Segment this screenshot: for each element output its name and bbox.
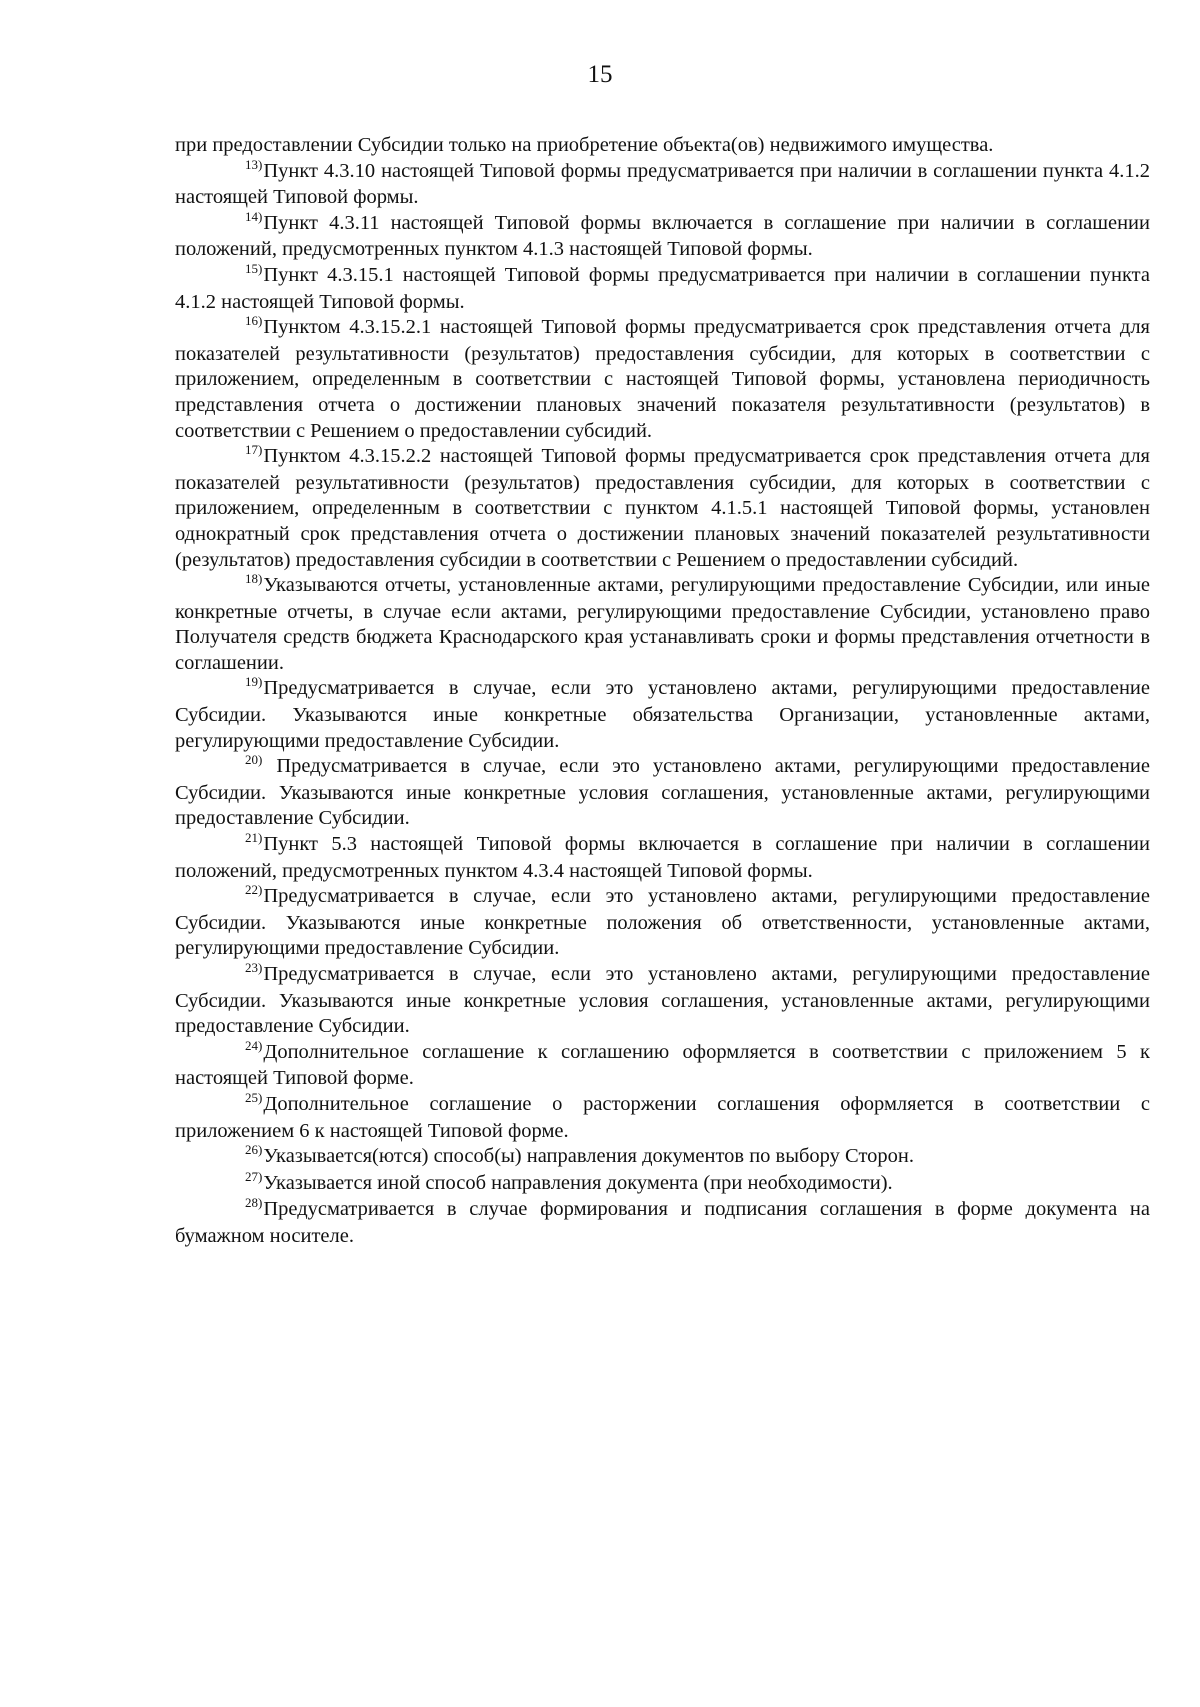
footnote-mark: 21) bbox=[245, 830, 263, 846]
footnote-24 bbox=[175, 1037, 1150, 1092]
footnote-15 bbox=[175, 260, 1150, 315]
footnote-text: Предусматривается в случае, если это установлено актами, регулирующими предоставление Субсидии. Указываются иные конкретные обязательства Организации, установленные актами, регулирующими предоставление Субсидии. bbox=[175, 677, 1150, 752]
footnote-mark: 13) bbox=[245, 156, 263, 172]
lead-paragraph: при предоставлении Субсидии только на приобретение объекта(ов) недвижимого имущества. bbox=[175, 134, 994, 156]
footnote-text: Пунктом 4.3.15.2.2 настоящей Типовой формы предусматривается срок представления отчета для показателей результативности (результатов) предоставления субсидии, для которых в соответствии с приложением, определенным в соответствии с пунктом 4.1.5.1 настоящей Типовой формы, установлен однократный срок представления отчета о достижении плановых значений показателей результативности (результатов) предоставления субсидии в соответствии с Решением о предоставлении субсидий. bbox=[175, 445, 1150, 571]
footnote-text: Указывается иной способ направления документа (при необходимости). bbox=[263, 1171, 893, 1194]
footnote-23 bbox=[175, 962, 1150, 1040]
footnote-mark: 24) bbox=[245, 1037, 263, 1053]
footnote-13 bbox=[175, 156, 1150, 211]
footnote-28 bbox=[175, 1197, 1150, 1249]
footnote-text: Предусматривается в случае, если это установлено актами, регулирующими предоставление Субсидии. Указываются иные конкретные положения об ответственности, установленные актами, регулирующими предоставление Субсидии. bbox=[175, 885, 1150, 960]
footnote-mark: 25) bbox=[245, 1089, 263, 1105]
footnote-text: Дополнительное соглашение о расторжении соглашения оформляется в соответствии с приложением 6 к настоящей Типовой форме. bbox=[175, 1092, 1150, 1142]
footnote-text: Предусматривается в случае формирования и подписания соглашения в форме документа на бумажном носителе. bbox=[175, 1198, 1150, 1247]
footnote-text: Предусматривается в случае, если это установлено актами, регулирующими предоставление Субсидии. Указываются иные конкретные условия соглашения, установленные актами, регулирующими предоставление Субсидии. bbox=[175, 755, 1150, 830]
footnote-text: Предусматривается в случае, если это установлено актами, регулирующими предоставление Субсидии. Указываются иные конкретные условия соглашения, установленные актами, регулирующими предоставление Субсидии. bbox=[175, 963, 1150, 1038]
footnote-17 bbox=[175, 444, 1150, 573]
footnote-mark: 27) bbox=[245, 1168, 263, 1184]
footnote-26 bbox=[175, 1144, 1150, 1171]
footnote-14 bbox=[175, 208, 1150, 263]
footnote-mark: 20) bbox=[245, 752, 263, 768]
footnote-mark: 15) bbox=[245, 260, 263, 276]
footnote-text: Указывается(ются) способ(ы) направления документов по выбору Сторон. bbox=[263, 1145, 914, 1168]
footnote-text: Пункт 4.3.10 настоящей Типовой формы предусматривается при наличии в соглашении пункта 4.1.2 настоящей Типовой формы. bbox=[175, 159, 1150, 209]
footnote-text: Пункт 5.3 настоящей Типовой формы включается в соглашение при наличии в соглашении положений, предусмотренных пунктом 4.3.4 настоящей Типовой формы. bbox=[175, 833, 1150, 882]
footnote-mark: 22) bbox=[245, 882, 263, 898]
footnote-text: Пункт 4.3.15.1 настоящей Типовой формы предусматривается при наличии в соглашении пункта 4.1.2 настоящей Типовой формы. bbox=[175, 263, 1150, 313]
footnote-18 bbox=[175, 573, 1150, 676]
footnote-text: Указываются отчеты, установленные актами, регулирующими предоставление Субсидии, или иные конкретные отчеты, в случае если актами, регулирующими предоставление Субсидии, установлено право Получателя средств бюджета Краснодарского края устанавливать сроки и формы представления отчетности в соглашении. bbox=[175, 574, 1150, 674]
footnote-mark: 14) bbox=[245, 208, 263, 224]
footnote-text: Пункт 4.3.11 настоящей Типовой формы включается в соглашение при наличии в соглашении положений, предусмотренных пунктом 4.1.3 настоящей Типовой формы. bbox=[175, 211, 1150, 261]
footnotes-body bbox=[175, 133, 1150, 1250]
footnote-mark: 17) bbox=[245, 442, 263, 458]
page-number: 15 bbox=[587, 61, 613, 88]
footnote-mark: 26) bbox=[245, 1142, 263, 1158]
footnote-25 bbox=[175, 1089, 1150, 1144]
footnote-19 bbox=[175, 676, 1150, 754]
footnote-mark: 18) bbox=[245, 571, 263, 587]
footnote-16 bbox=[175, 315, 1150, 444]
footnote-text: Дополнительное соглашение к соглашению оформляется в соответствии с приложением 5 к настоящей Типовой форме. bbox=[175, 1040, 1150, 1090]
footnote-21 bbox=[175, 832, 1150, 884]
footnote-22 bbox=[175, 884, 1150, 962]
footnote-mark: 19) bbox=[245, 674, 263, 690]
footnote-text: Пунктом 4.3.15.2.1 настоящей Типовой формы предусматривается срок представления отчета для показателей результативности (результатов) предоставления субсидии, для которых в соответствии с приложением, определенным в соответствии с настоящей Типовой формы, установлена периодичность представления отчета о достижении плановых значений показателя результативности (результатов) в соответствии с Решением о предоставлении субсидий. bbox=[175, 316, 1150, 442]
footnote-27 bbox=[175, 1168, 1150, 1198]
footnote-20 bbox=[175, 754, 1150, 832]
footnote-mark: 23) bbox=[245, 960, 263, 975]
footnote-mark: 28) bbox=[245, 1195, 263, 1211]
footnote-mark: 16) bbox=[245, 313, 263, 329]
